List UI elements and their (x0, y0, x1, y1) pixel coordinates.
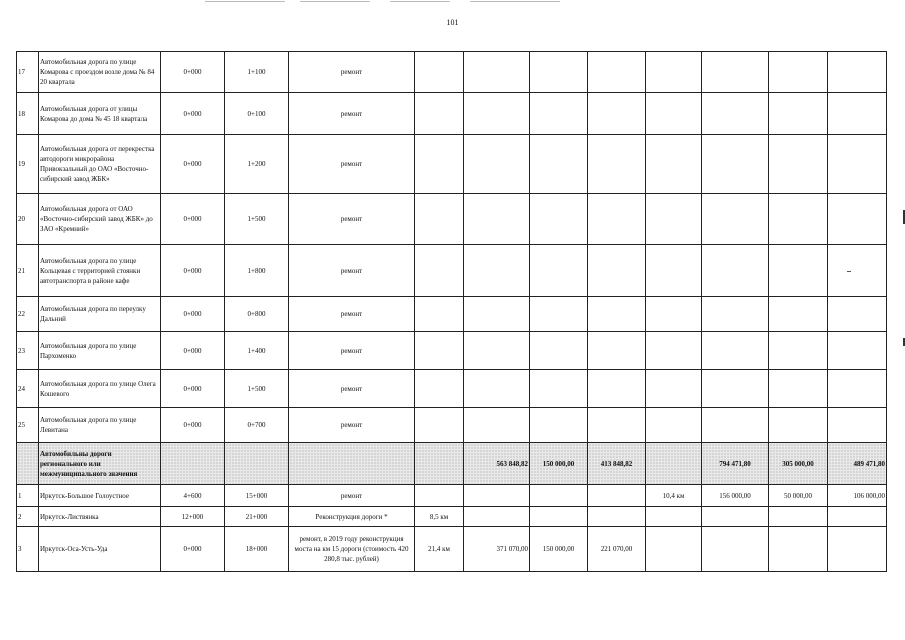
value-cell (828, 332, 887, 370)
value-cell (646, 93, 702, 135)
value-cell (828, 507, 887, 527)
road-name-cell: Иркутск-Оса-Усть-Уда (39, 527, 161, 572)
road-name-cell: Автомобильная дорога от ОАО «Восточно-сибирский завод ЖБК» до ЗАО «Кремний» (39, 194, 161, 245)
value-cell (828, 370, 887, 408)
value-cell (702, 194, 769, 245)
value-cell (769, 93, 828, 135)
section-total-cell: 794 471,80 (702, 443, 769, 485)
work-type-cell: ремонт (289, 93, 415, 135)
value-cell (530, 370, 588, 408)
value-cell (769, 408, 828, 443)
road-name-cell: Автомобильная дорога по улице Левитана (39, 408, 161, 443)
row-number-cell: 24 (17, 370, 39, 408)
start-km-cell: 0+000 (161, 332, 225, 370)
section-total-cell: 305 000,00 (769, 443, 828, 485)
value-cell (530, 485, 588, 507)
value-cell (646, 194, 702, 245)
value-cell (464, 93, 530, 135)
start-km-cell: 0+000 (161, 370, 225, 408)
value-cell (588, 135, 646, 194)
value-cell (769, 332, 828, 370)
work-type-cell: ремонт, в 2019 году реконструкция моста на км 15 дороги (стоимость 420 280,8 тыс. рублей) (289, 527, 415, 572)
value-cell (530, 245, 588, 297)
value-cell (769, 527, 828, 572)
value-cell (588, 194, 646, 245)
value-cell (828, 194, 887, 245)
value-cell (588, 297, 646, 332)
road-name-cell: Иркутск-Листвянка (39, 507, 161, 527)
row-number-cell: 23 (17, 332, 39, 370)
road-name-cell: Автомобильная дорога по улице Пархоменко (39, 332, 161, 370)
value-cell (646, 332, 702, 370)
section-total-cell: 413 848,82 (588, 443, 646, 485)
value-cell (769, 135, 828, 194)
end-km-cell: 1+500 (225, 194, 289, 245)
start-km-cell: 4+600 (161, 485, 225, 507)
value-cell: 150 000,00 (530, 527, 588, 572)
value-cell (702, 507, 769, 527)
section-header-row (17, 443, 887, 485)
table-row (17, 370, 887, 408)
value-cell: 10,4 км (646, 485, 702, 507)
end-km-cell: 0+700 (225, 408, 289, 443)
value-cell: 50 000,00 (769, 485, 828, 507)
road-name-cell: Автомобильная дорога по улице Комарова с проездом возле дома № 84 20 квартала (39, 52, 161, 93)
length-cell (415, 93, 464, 135)
value-cell (702, 297, 769, 332)
length-cell (415, 408, 464, 443)
value-cell (828, 52, 887, 93)
value-cell (702, 408, 769, 443)
start-km-cell: 0+000 (161, 52, 225, 93)
length-cell (415, 135, 464, 194)
work-type-cell: ремонт (289, 370, 415, 408)
value-cell (588, 408, 646, 443)
value-cell (464, 194, 530, 245)
end-km-cell: 0+800 (225, 297, 289, 332)
value-cell (828, 135, 887, 194)
end-km-cell: 18+000 (225, 527, 289, 572)
value-cell (702, 93, 769, 135)
section-total-cell: 150 000,00 (530, 443, 588, 485)
length-cell (415, 245, 464, 297)
table-row (17, 408, 887, 443)
roads-table (16, 51, 887, 572)
value-cell (769, 370, 828, 408)
row-number-cell: 25 (17, 408, 39, 443)
table-row (17, 245, 887, 297)
value-cell (646, 245, 702, 297)
row-number-cell: 17 (17, 52, 39, 93)
work-type-cell: ремонт (289, 194, 415, 245)
table-row (17, 332, 887, 370)
value-cell (530, 52, 588, 93)
value-cell (769, 297, 828, 332)
value-cell (588, 93, 646, 135)
value-cell (530, 194, 588, 245)
end-km-cell: 1+500 (225, 370, 289, 408)
work-type-cell: Реконструкция дороги * (289, 507, 415, 527)
start-km-cell: 0+000 (161, 245, 225, 297)
work-type-cell: ремонт (289, 408, 415, 443)
road-name-cell: Автомобильная дорога от перекрестка автодороги микрорайона Привокзальный до ОАО «Восточно-сибирский завод ЖБК» (39, 135, 161, 194)
road-name-cell: Автомобильная дорога по улице Олега Кошевого (39, 370, 161, 408)
value-cell (464, 245, 530, 297)
road-name-cell: Автомобильная дорога от улицы Комарова до дома № 45 18 квартала (39, 93, 161, 135)
value-cell (464, 332, 530, 370)
section-title: Автомобильны дороги регионального или межмуниципального значения (39, 443, 161, 485)
value-cell (464, 297, 530, 332)
row-number-cell: 19 (17, 135, 39, 194)
row-number-cell: 18 (17, 93, 39, 135)
length-cell (415, 52, 464, 93)
row-number-cell: 3 (17, 527, 39, 572)
start-km-cell: 0+000 (161, 93, 225, 135)
work-type-cell: ремонт (289, 297, 415, 332)
value-cell (646, 297, 702, 332)
section-total-cell: 563 848,82 (464, 443, 530, 485)
value-cell (828, 408, 887, 443)
value-cell (828, 93, 887, 135)
start-km-cell: 0+000 (161, 194, 225, 245)
empty-cell (17, 443, 39, 485)
value-cell (464, 485, 530, 507)
value-cell (530, 297, 588, 332)
work-type-cell: ремонт (289, 332, 415, 370)
work-type-cell: ремонт (289, 485, 415, 507)
empty-cell (289, 443, 415, 485)
value-cell (588, 245, 646, 297)
start-km-cell: 0+000 (161, 297, 225, 332)
value-cell (530, 507, 588, 527)
value-cell: 371 070,00 (464, 527, 530, 572)
table-row (17, 527, 887, 572)
value-cell (769, 194, 828, 245)
scan-artifact-line (390, 1, 450, 2)
road-name-cell: Автомобильная дорога по переулку Дальний (39, 297, 161, 332)
scan-artifact-tick (847, 271, 851, 272)
end-km-cell: 1+400 (225, 332, 289, 370)
scan-artifact-line (205, 1, 285, 2)
length-cell: 21,4 км (415, 527, 464, 572)
value-cell: 106 000,00 (828, 485, 887, 507)
value-cell (702, 52, 769, 93)
value-cell (464, 135, 530, 194)
table-row (17, 485, 887, 507)
value-cell (646, 370, 702, 408)
scan-artifact-line (470, 1, 560, 2)
end-km-cell: 1+100 (225, 52, 289, 93)
value-cell (530, 332, 588, 370)
value-cell (464, 507, 530, 527)
value-cell (828, 245, 887, 297)
value-cell (702, 332, 769, 370)
value-cell (588, 52, 646, 93)
table-row (17, 52, 887, 93)
value-cell (646, 507, 702, 527)
work-type-cell: ремонт (289, 135, 415, 194)
value-cell (702, 245, 769, 297)
start-km-cell: 12+000 (161, 507, 225, 527)
value-cell (530, 408, 588, 443)
value-cell (828, 297, 887, 332)
end-km-cell: 21+000 (225, 507, 289, 527)
row-number-cell: 22 (17, 297, 39, 332)
length-cell (415, 194, 464, 245)
value-cell (702, 527, 769, 572)
value-cell (588, 507, 646, 527)
value-cell (646, 408, 702, 443)
value-cell (702, 370, 769, 408)
value-cell (588, 370, 646, 408)
value-cell (464, 408, 530, 443)
value-cell (828, 527, 887, 572)
value-cell (769, 507, 828, 527)
value-cell (464, 370, 530, 408)
end-km-cell: 1+200 (225, 135, 289, 194)
road-name-cell: Автомобильная дорога по улице Кольцевая с территорией стоянки автотранспорта в районе кафе (39, 245, 161, 297)
value-cell (588, 485, 646, 507)
section-total-cell: 489 471,80 (828, 443, 887, 485)
length-cell (415, 297, 464, 332)
length-cell (415, 485, 464, 507)
value-cell (769, 245, 828, 297)
value-cell (588, 332, 646, 370)
length-cell (415, 332, 464, 370)
end-km-cell: 1+800 (225, 245, 289, 297)
empty-cell (225, 443, 289, 485)
work-type-cell: ремонт (289, 245, 415, 297)
empty-cell (415, 443, 464, 485)
scan-artifact-line (300, 1, 370, 2)
empty-cell (646, 443, 702, 485)
start-km-cell: 0+000 (161, 527, 225, 572)
row-number-cell: 1 (17, 485, 39, 507)
value-cell (530, 135, 588, 194)
table-row (17, 93, 887, 135)
value-cell (769, 52, 828, 93)
end-km-cell: 0+100 (225, 93, 289, 135)
value-cell (464, 52, 530, 93)
row-number-cell: 20 (17, 194, 39, 245)
table-body (17, 52, 887, 572)
length-cell: 8,5 км (415, 507, 464, 527)
row-number-cell: 2 (17, 507, 39, 527)
value-cell (646, 52, 702, 93)
start-km-cell: 0+000 (161, 135, 225, 194)
work-type-cell: ремонт (289, 52, 415, 93)
table-row (17, 297, 887, 332)
page-number: 101 (446, 18, 459, 27)
table-row (17, 194, 887, 245)
value-cell: 221 070,00 (588, 527, 646, 572)
value-cell (646, 527, 702, 572)
value-cell (702, 135, 769, 194)
table-row (17, 135, 887, 194)
value-cell (646, 135, 702, 194)
value-cell: 156 000,00 (702, 485, 769, 507)
end-km-cell: 15+000 (225, 485, 289, 507)
start-km-cell: 0+000 (161, 408, 225, 443)
table-row (17, 507, 887, 527)
length-cell (415, 370, 464, 408)
row-number-cell: 21 (17, 245, 39, 297)
empty-cell (161, 443, 225, 485)
road-name-cell: Иркутск-Большое Голоустное (39, 485, 161, 507)
value-cell (530, 93, 588, 135)
